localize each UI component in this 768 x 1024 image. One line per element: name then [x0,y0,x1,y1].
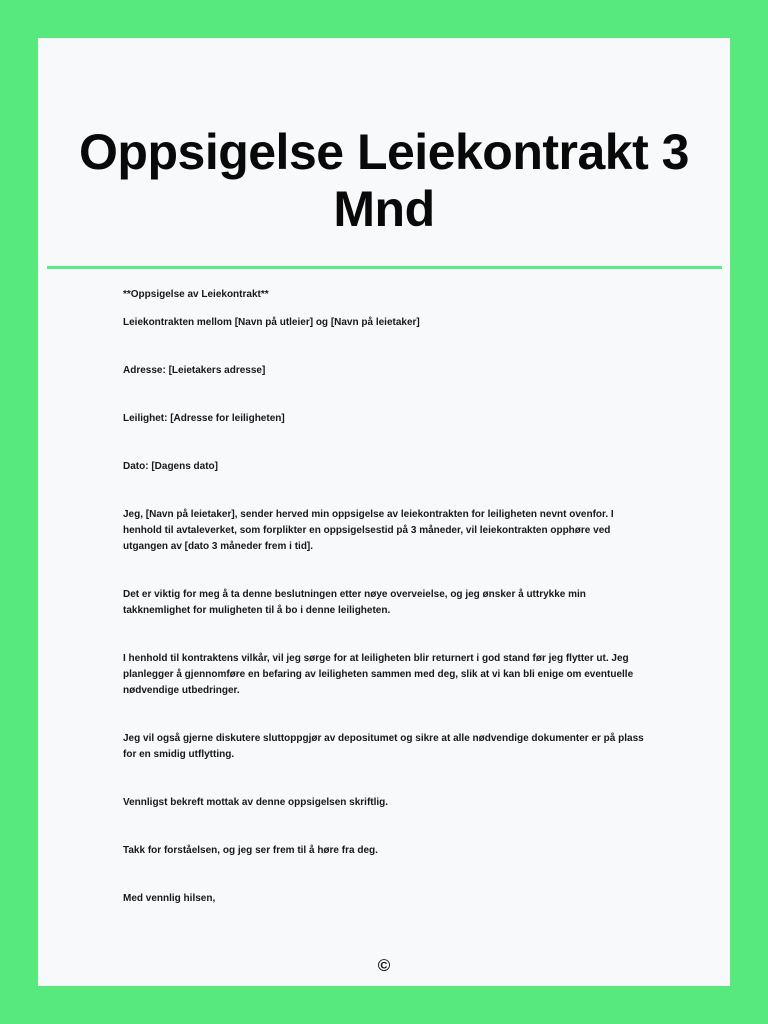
document-page [38,38,730,986]
page-title: Oppsigelse Leiekontrakt 3 Mnd [79,124,689,237]
paragraph-inspection: I henhold til kontraktens vilkår, vil jeg sørge for at leiligheten blir returnert i god stand før jeg flytter ut. Jeg planlegger å gjennomføre en befaring av leiligheten sammen med deg, slik at vi kan bli enige om eventuelle nødvendige utbedringer. [123,653,634,696]
paragraph-notice: Jeg, [Navn på leietaker], sender herved min oppsigelse av leiekontrakten for leiligheten nevnt ovenfor. I henhold til avtaleverket, som forplikter en oppsigelsestid på 3 måneder, vil leiekontrakten opphøre ved utgangen av [dato 3 måneder frem i tid]. [123,509,614,552]
paragraph-confirmation-request: Vennligst bekreft mottak av denne oppsigelsen skriftlig. [123,797,389,808]
document-body [38,287,730,907]
paragraph-signoff: Med vennlig hilsen, [123,893,216,904]
paragraph-gratitude: Det er viktig for meg å ta denne beslutningen etter nøye overveielse, og jeg ønsker å uttrykke min takknemlighet for muligheten til å bo i denne leiligheten. [123,589,586,616]
title-divider [47,266,722,269]
copyright-symbol: © [377,956,391,975]
paragraph-heading: **Oppsigelse av Leiekontrakt** [123,289,269,300]
paragraph-address: Adresse: [Leietakers adresse] [123,365,266,376]
paragraph-apartment: Leilighet: [Adresse for leiligheten] [123,413,285,424]
paragraph-parties: Leiekontrakten mellom [Navn på utleier] og [Navn på leietaker] [123,317,420,328]
paragraph-date: Dato: [Dagens dato] [123,461,218,472]
paragraph-thanks: Takk for forståelsen, og jeg ser frem til å høre fra deg. [123,845,378,856]
paragraph-deposit: Jeg vil også gjerne diskutere sluttoppgjør av depositumet og sikre at alle nødvendige dokumenter er på plass for en smidig utflytting. [123,733,644,760]
